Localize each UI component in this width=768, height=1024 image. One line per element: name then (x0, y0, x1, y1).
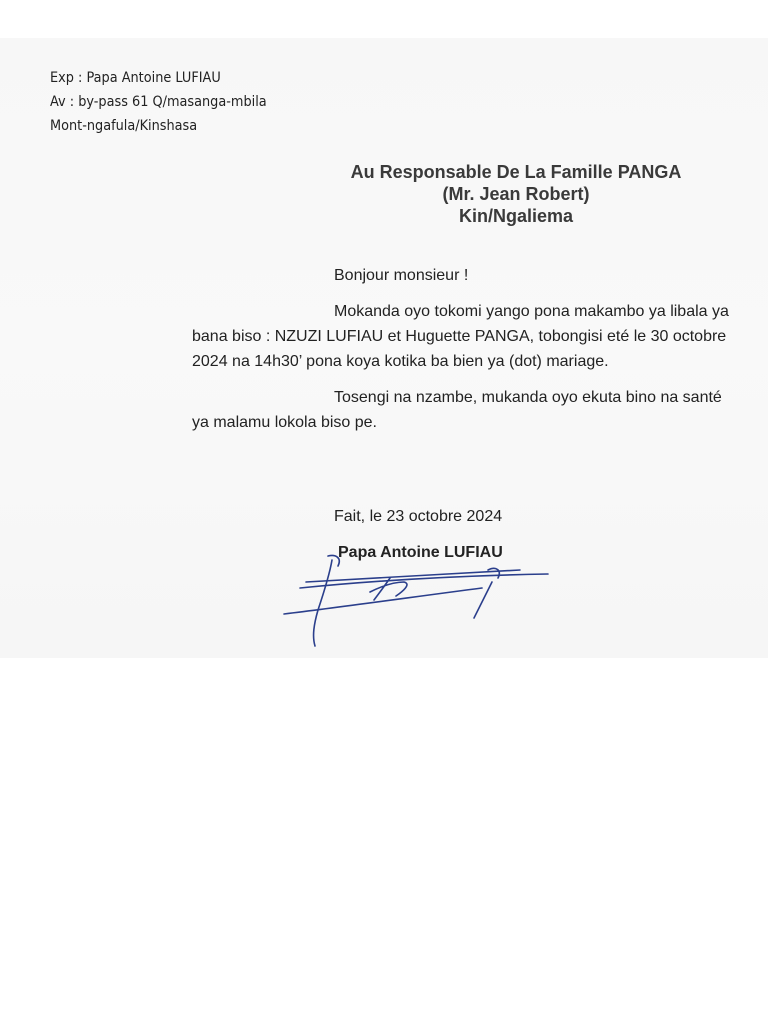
handwritten-signature (270, 552, 560, 652)
recipient-line-name: (Mr. Jean Robert) (442, 184, 590, 204)
sender-line-name: Exp : Papa Antoine LUFIAU (50, 70, 221, 86)
paragraph-wishes: Tosengi na nzambe, mukanda oyo ekuta bino na santé ya malamu lokola biso pe. (192, 389, 722, 431)
greeting: Bonjour monsieur ! (334, 267, 469, 284)
recipient-line-location: Kin/Ngaliema (458, 206, 574, 226)
signing-date: Fait, le 23 octobre 2024 (334, 508, 503, 525)
paragraph-wedding-dot: Mokanda oyo tokomi yango pona makambo ya libala ya bana biso : NZUZI LUFIAU et Huguette PANGA, tobongisi eté le 30 octobre 2024 na 14h30’ pona koya kotika ba bien ya (dot) mariage. (192, 303, 729, 370)
recipient-line-title: Au Responsable De La Famille PANGA (350, 162, 682, 182)
signer-name: Papa Antoine LUFIAU (338, 544, 503, 561)
sender-line-city: Mont-ngafula/Kinshasa (50, 118, 198, 134)
recipient-block (308, 161, 724, 227)
sender-line-avenue: Av : by-pass 61 Q/masanga-mbila (50, 94, 267, 110)
sender-address (50, 66, 267, 138)
letter-body (192, 263, 732, 435)
